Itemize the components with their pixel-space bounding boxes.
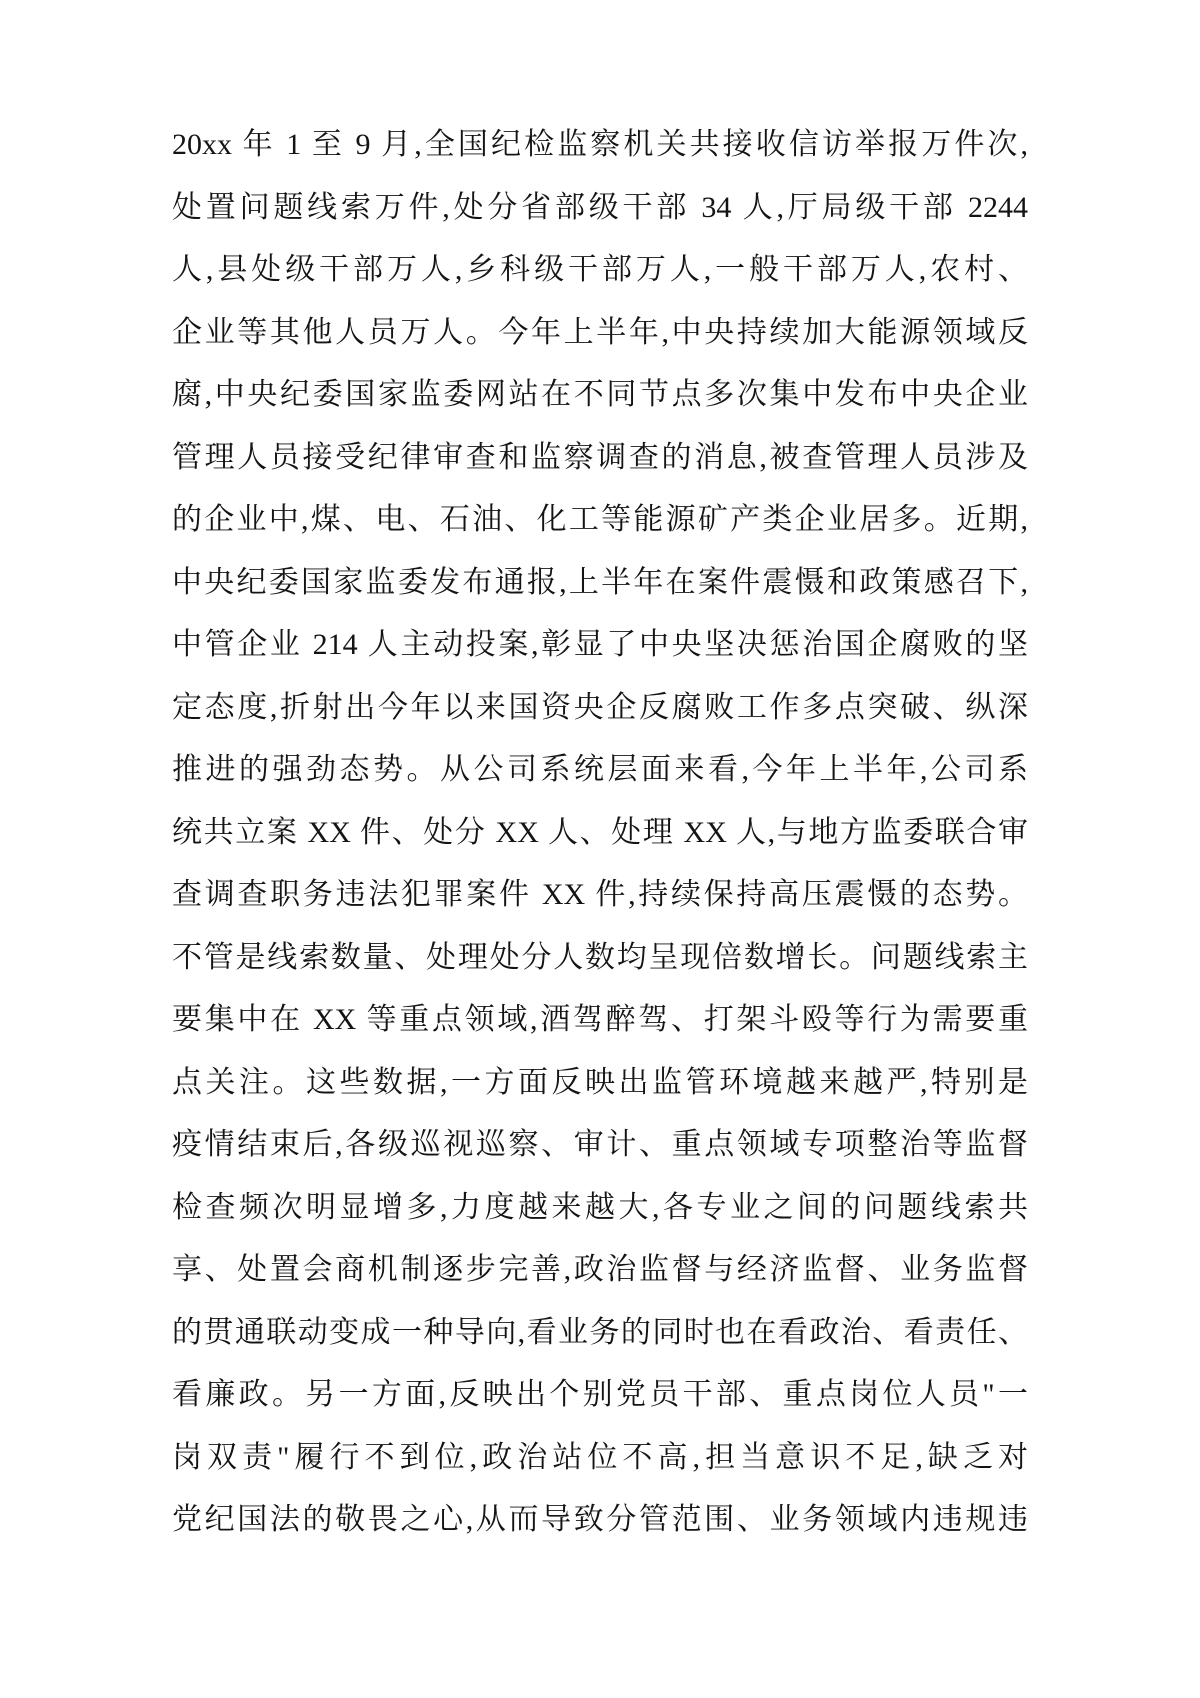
text-line: 统共立案 XX 件、处分 XX 人、处理 XX 人,与地方监委联合审	[172, 815, 1028, 849]
text-line: 享、处置会商机制逐步完善,政治监督与经济监督、业务监督	[172, 1253, 1028, 1286]
text-line: 20xx 年 1 至 9 月,全国纪检监察机关共接收信访举报万件次,	[172, 128, 1028, 161]
text-line: 岗双责"履行不到位,政治站位不高,担当意识不足,缺乏对	[172, 1440, 1028, 1474]
text-line: 中央纪委国家监委发布通报,上半年在案件震慑和政策感召下,	[172, 565, 1028, 599]
text-line: 腐,中央纪委国家监委网站在不同节点多次集中发布中央企业	[172, 378, 1028, 411]
text-line: 检查频次明显增多,力度越来越大,各专业之间的问题线索共	[172, 1190, 1028, 1224]
text-line: 不管是线索数量、处理处分人数均呈现倍数增长。问题线索主	[172, 940, 1028, 974]
text-line: 管理人员接受纪律审查和监察调查的消息,被查管理人员涉及	[172, 440, 1028, 474]
text-line: 企业等其他人员万人。今年上半年,中央持续加大能源领域反	[172, 315, 1028, 349]
text-line: 推进的强劲态势。从公司系统层面来看,今年上半年,公司系	[172, 753, 1028, 786]
text-line: 点关注。这些数据,一方面反映出监管环境越来越严,特别是	[172, 1065, 1028, 1099]
text-line: 中管企业 214 人主动投案,彰显了中央坚决惩治国企腐败的坚	[172, 628, 1028, 661]
text-line: 查调查职务违法犯罪案件 XX 件,持续保持高压震慑的态势。	[172, 878, 1028, 911]
text-line: 的贯通联动变成一种导向,看业务的同时也在看政治、看责任、	[172, 1315, 1028, 1349]
text-line: 的企业中,煤、电、石油、化工等能源矿产类企业居多。近期,	[172, 503, 1028, 536]
text-line: 定态度,折射出今年以来国资央企反腐败工作多点突破、纵深	[172, 690, 1028, 724]
text-line: 疫情结束后,各级巡视巡察、审计、重点领域专项整治等监督	[172, 1128, 1028, 1161]
document-body-text	[172, 114, 1028, 1552]
text-line: 要集中在 XX 等重点领域,酒驾醉驾、打架斗殴等行为需要重	[172, 1003, 1028, 1036]
text-line: 看廉政。另一方面,反映出个别党员干部、重点岗位人员"一	[172, 1378, 1028, 1411]
text-line: 人,县处级干部万人,乡科级干部万人,一般干部万人,农村、	[172, 253, 1028, 286]
text-line: 党纪国法的敬畏之心,从而导致分管范围、业务领域内违规违	[172, 1503, 1028, 1536]
text-line: 处置问题线索万件,处分省部级干部 34 人,厅局级干部 2244	[172, 190, 1028, 224]
